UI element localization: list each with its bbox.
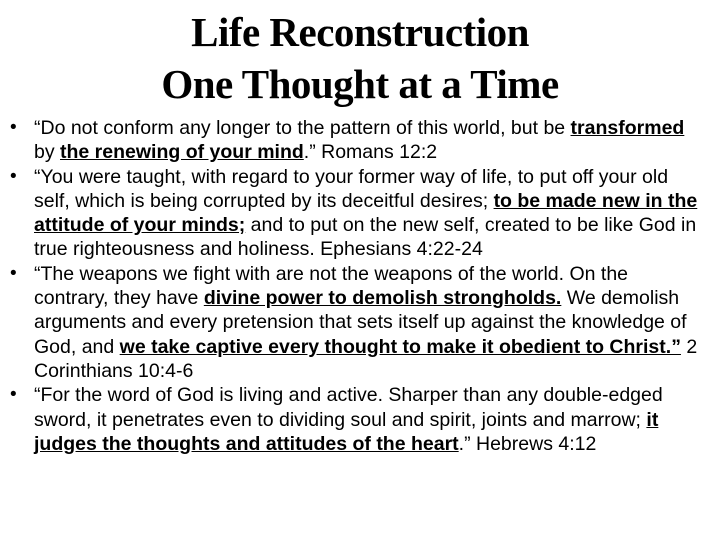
bullet-dot: •	[10, 117, 17, 138]
slide-title	[0, 6, 720, 110]
title-line-2: One Thought at a Time	[161, 61, 559, 107]
bullet-text: “Do not conform any longer to the pattern of this world, but be transformed by the renewing of your mind.” Romans 12:2	[34, 117, 685, 164]
bullet-list	[0, 116, 720, 456]
bullet-item	[0, 165, 720, 262]
bullet-dot: •	[10, 165, 17, 187]
bullet-text: “For the word of God is living and active. Sharper than any double-edged sword, it penetrates even to dividing soul and spirit, joints and marrow; it judges the thoughts and attitudes of the heart.” Hebrews 4:12	[34, 384, 663, 455]
bullet-text: “You were taught, with regard to your former way of life, to put off your old self, which is being corrupted by its deceitful desires; to be made new in the attitude of your minds; and to put on the new self, created to be like God in true righteousness and holiness. Ephesians 4:22-24	[34, 165, 698, 261]
bullet-dot: •	[10, 262, 17, 284]
bullet-dot: •	[10, 384, 17, 406]
bullet-item	[0, 383, 720, 456]
bullet-text: “The weapons we fight with are not the weapons of the world. On the contrary, they have divine power to demolish strongholds. We demolish arguments and every pretension that sets itself up against the knowledge of God, and we take captive every thought to make it obedient to Christ.” 2 Corinthians 10:4-6	[34, 262, 698, 382]
bullet-item	[0, 262, 720, 383]
title-line-1: Life Reconstruction	[191, 9, 529, 55]
bullet-item	[0, 116, 720, 165]
